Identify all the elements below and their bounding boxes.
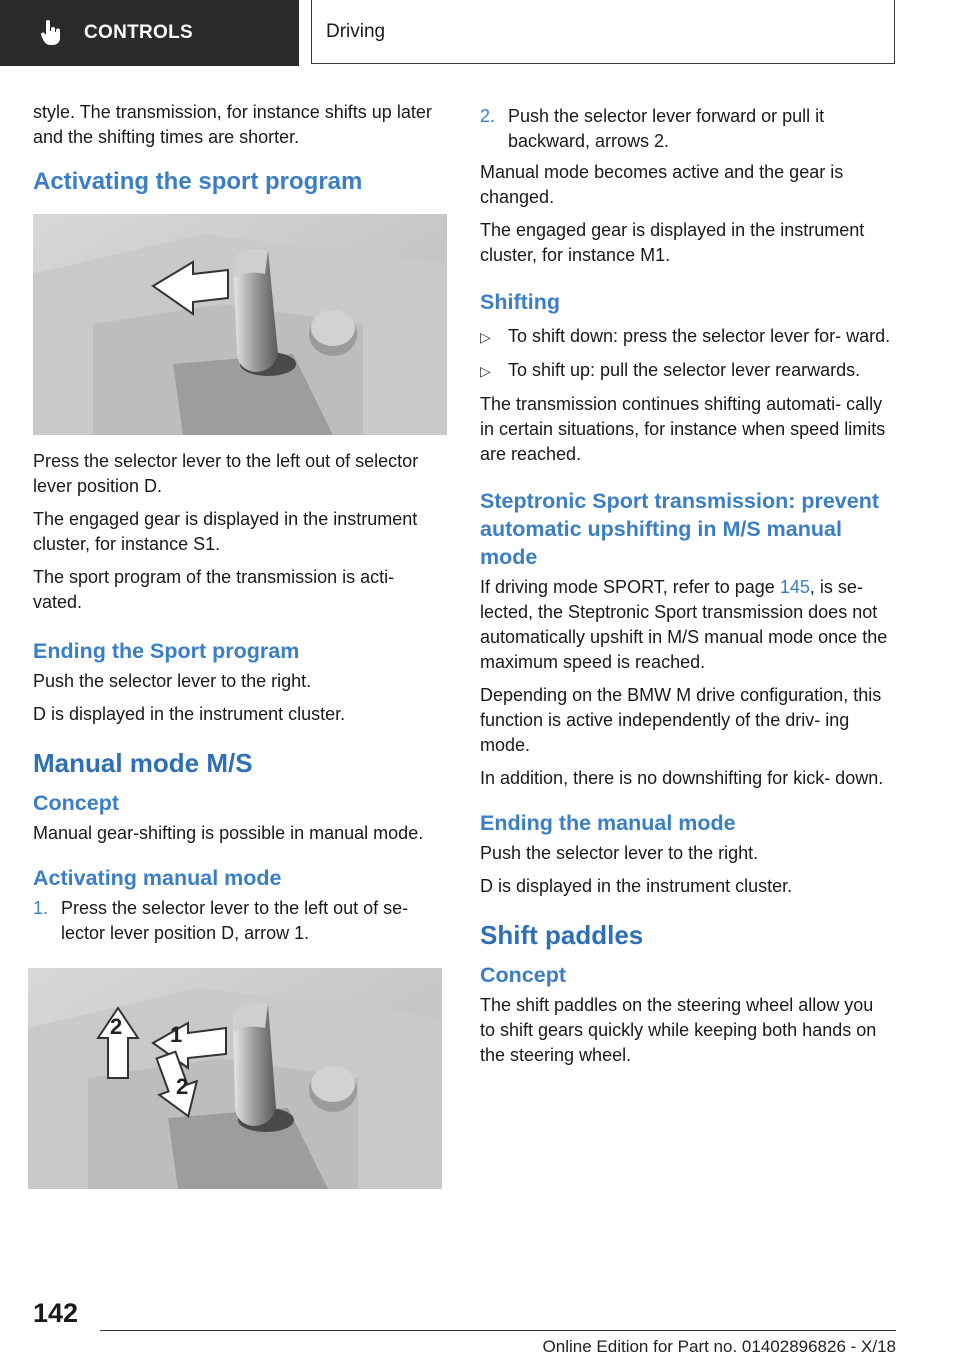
page-link-145[interactable]: 145: [779, 577, 810, 597]
paragraph-push-right: Push the selector lever to the right.: [33, 671, 312, 691]
arrow-label-2-top: 2: [110, 1014, 123, 1039]
paragraph-engaged-gear-s1: The engaged gear is displayed in the instrument cluster, for instance S1.: [33, 509, 418, 554]
hand-pointer-icon: [40, 20, 64, 46]
footer-divider: [100, 1330, 896, 1331]
paragraph-manual-possible: Manual gear-shifting is possible in manual mode.: [33, 823, 424, 843]
arrow-label-2-bottom: 2: [176, 1074, 189, 1099]
triangle-bullet-icon: ▷: [480, 363, 491, 379]
bullet-text: To shift down: press the selector lever for‐ ward.: [508, 326, 891, 346]
heading-activating-manual: Activating manual mode: [33, 866, 282, 890]
step-2: [480, 104, 892, 154]
triangle-bullet-icon: ▷: [480, 329, 491, 345]
figure-selector-lever-manual: [28, 968, 442, 1189]
heading-ending-sport: Ending the Sport program: [33, 639, 300, 663]
section-tab-controls[interactable]: [0, 0, 299, 66]
step-1: [33, 896, 445, 946]
bullet-shift-up: [480, 358, 892, 384]
step-text: Press the selector lever to the left out of se‐ lector lever position D, arrow 1.: [61, 898, 409, 943]
paragraph-depending: Depending on the BMW M drive configuration, this function is active independently of the driv‐ ing mode.: [480, 685, 882, 755]
paragraph-sport-activated: The sport program of the transmission is acti‐ vated.: [33, 567, 395, 612]
heading-ending-manual: Ending the manual mode: [480, 811, 736, 835]
paragraph-continues: The transmission continues shifting automati‐ cally in certain situations, for instance when speed limits are reached.: [480, 394, 886, 464]
section-label: CONTROLS: [84, 22, 194, 43]
paragraph-d-displayed: D is displayed in the instrument cluster.: [33, 704, 346, 724]
heading-shifting: Shifting: [480, 290, 561, 314]
paragraph-d-displayed: D is displayed in the instrument cluster.: [480, 876, 793, 896]
heading-concept-manual: Concept: [33, 791, 119, 815]
figure-selector-lever-sport: [33, 214, 447, 435]
arrow-label-1: 1: [170, 1022, 183, 1047]
paragraph-push-right: Push the selector lever to the right.: [480, 843, 759, 863]
bullet-shift-down: [480, 324, 892, 350]
heading-activating-sport: Activating the sport program: [33, 168, 363, 195]
heading-shift-paddles: Shift paddles: [480, 920, 644, 950]
heading-manual-mode: Manual mode M/S: [33, 748, 253, 778]
heading-steptronic: Steptronic Sport transmission: prevent automatic upshifting in M/S manual mode: [480, 489, 880, 569]
chapter-label: Driving: [326, 20, 386, 42]
page-number: 142: [33, 1298, 79, 1328]
paragraph-manual-active: Manual mode becomes active and the gear is changed.: [480, 162, 844, 207]
step-number: 1.: [33, 898, 49, 918]
paragraph-engaged-gear-m1: The engaged gear is displayed in the instrument cluster, for instance M1.: [480, 220, 865, 265]
paragraph-press-left: Press the selector lever to the left out of selector lever position D.: [33, 451, 419, 496]
bullet-text: To shift up: pull the selector lever rearwards.: [508, 360, 861, 380]
step-text: Push the selector lever forward or pull it backward, arrows 2.: [508, 106, 825, 151]
paragraph-no-downshift: In addition, there is no downshifting for kick‐ down.: [480, 768, 884, 788]
heading-concept-paddles: Concept: [480, 963, 566, 987]
page-header: [0, 0, 960, 66]
footer-edition: Online Edition for Part no. 01402896826 - X/18: [542, 1337, 896, 1356]
paragraph-driving-mode: If driving mode SPORT, refer to page 145, is se‐ lected, the Steptronic Sport transmission does not automatically upshift in M/S manual mode once the maximum speed is reached.: [480, 577, 888, 672]
paragraph-paddles: The shift paddles on the steering wheel allow you to shift gears quickly while keeping both hands on the steering wheel.: [480, 995, 877, 1065]
left-column: [33, 100, 445, 1203]
intro-paragraph: style. The transmission, for instance shifts up later and the shifting times are shorter.: [33, 102, 432, 147]
step-number: 2.: [480, 106, 496, 126]
chapter-tab-driving[interactable]: [311, 0, 895, 64]
right-column: [480, 104, 892, 1076]
